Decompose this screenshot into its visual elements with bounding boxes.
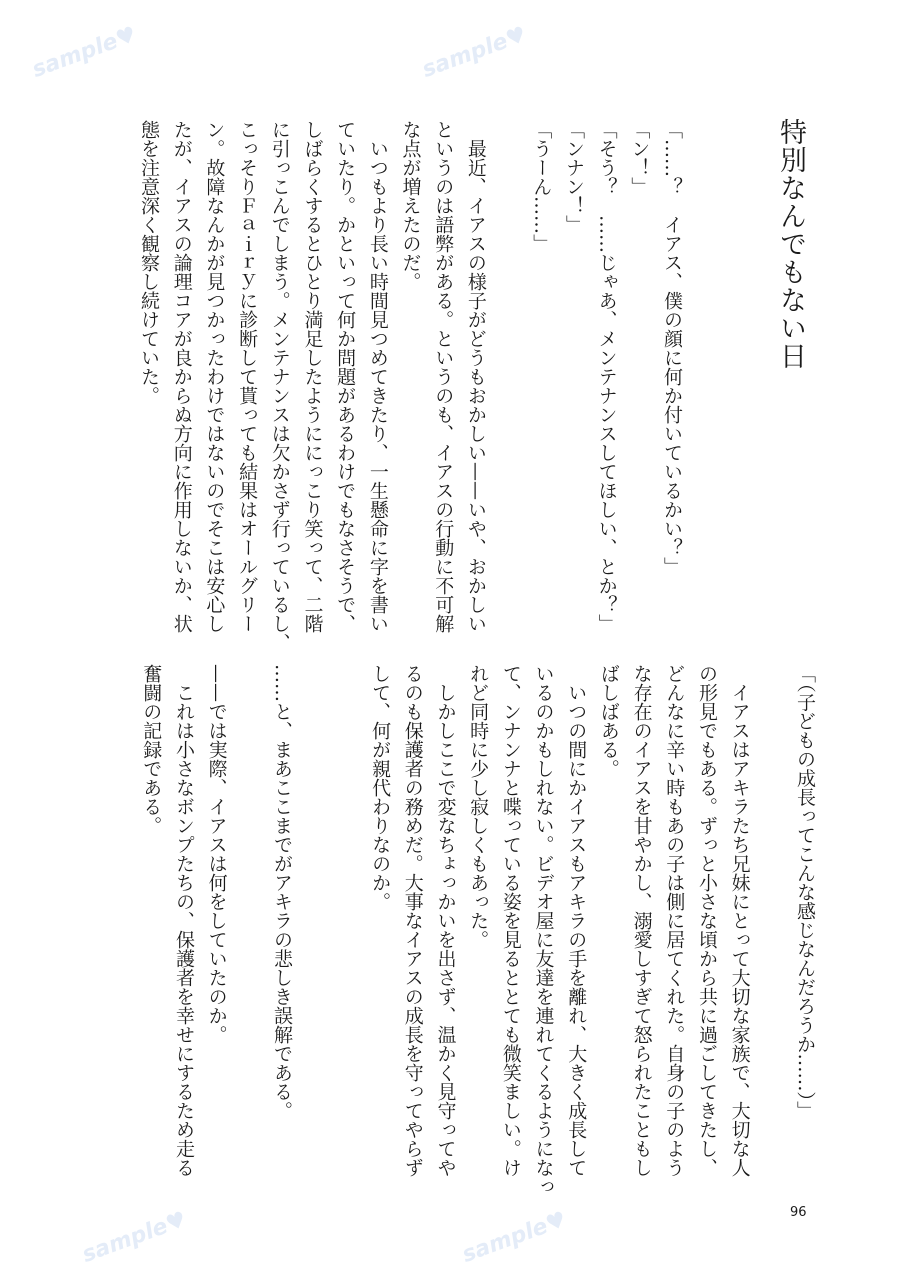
blank-line <box>492 120 525 620</box>
text-line: 「うーん……」 <box>530 120 553 253</box>
text-line: 態を注意深く観察し続けていた。 <box>138 120 160 405</box>
text-line: に引っこんでしまう。メンテナンスは欠かさず行っているし、 <box>268 120 291 652</box>
text-line: いるのかもしれない。ビデオ屋に友達を連れてくるようになっ <box>532 664 555 1196</box>
text-line: しかしここで変なちょっかいを出さず、温かく見守ってや <box>434 664 457 1177</box>
text-line: ——では実際、イアスは何をしていたのか。 <box>205 664 228 1044</box>
text-line: して、何が親代わりなのか。 <box>369 664 392 911</box>
text-line: しばらくするとひとり満足したようににっこり笑って、二階 <box>301 120 324 633</box>
text-line: 「ンナン！」 <box>562 120 585 234</box>
text-line: これは小さなボンプたちの、保護者を幸せにするため走る <box>172 664 195 1177</box>
text-line: ていたり。かといって何か問題があるわけでもなさそうで、 <box>334 120 357 633</box>
page-number: 96 <box>790 1205 807 1220</box>
text-line: 「そう？ ……じゃあ、メンテナンスしてほしい、とか？」 <box>595 120 618 633</box>
watermark-text: sample♥ <box>29 22 140 83</box>
text-line: いつの間にかイアスもアキラの手を離れ、大きく成長して <box>565 664 588 1177</box>
text-line: いつもより長い時間見つめてきたり、一生懸命に字を書い <box>366 120 389 633</box>
text-line: るのも保護者の務めだ。大事なイアスの成長を守ってやらず <box>401 664 424 1177</box>
blank-line <box>233 664 266 1164</box>
watermark-text: sample♥ <box>419 22 530 83</box>
text-line: ……と、まあここまでがアキラの悲しき誤解である。 <box>271 664 293 1120</box>
text-line: 最近、イアスの様子がどうもおかしい——いや、おかしい <box>464 120 487 633</box>
text-line: こっそりＦａｉｒｙに診断して貰っても結果はオールグリー <box>236 120 259 633</box>
blank-line <box>331 664 364 1164</box>
text-line: の形見でもある。ずっと小さな頃から共に過ごしてきたし、 <box>695 664 718 1177</box>
text-line: 「（子どもの成長ってこんな感じなんだろうか……）」 <box>794 664 816 1120</box>
text-block-top <box>132 120 688 652</box>
text-line: な存在のイアスを甘やかし、溺愛しすぎて怒られたこともし <box>630 664 653 1177</box>
text-line: れど同時に少し寂しくもあった。 <box>467 664 490 949</box>
text-line: 「ン！」 <box>628 120 651 196</box>
blank-line <box>298 664 331 1164</box>
text-line: どんなに辛い時もあの子は側に居てくれた。自身の子のよう <box>663 664 686 1177</box>
text-line: な点が増えたのだ。 <box>399 120 422 291</box>
text-line: ン。故障なんかが見つかったわけではないのでそこは安心し <box>203 120 226 633</box>
watermark-text: sample♥ <box>459 1207 570 1268</box>
text-line: 「……？ イアス、僕の顔に何か付いているかい？」 <box>661 120 683 576</box>
text-line: ばしばある。 <box>597 664 620 778</box>
text-line: たが、イアスの論理コアが良からぬ方向に作用しないか、状 <box>170 120 193 633</box>
chapter-title: 特別なんでもない日 <box>775 118 806 370</box>
text-line: て、ンナンナと喋っている姿を見るととても微笑ましい。け <box>499 664 522 1177</box>
blank-line <box>756 664 789 1164</box>
text-line: イアスはアキラたち兄妹にとって大切な家族で、大切な人 <box>728 664 751 1177</box>
text-line: 奮闘の記録である。 <box>140 664 163 835</box>
text-block-bottom <box>135 664 821 1196</box>
text-line: というのは語弊がある。というのも、イアスの行動に不可解 <box>432 120 455 633</box>
watermark-text: sample♥ <box>79 1207 190 1268</box>
